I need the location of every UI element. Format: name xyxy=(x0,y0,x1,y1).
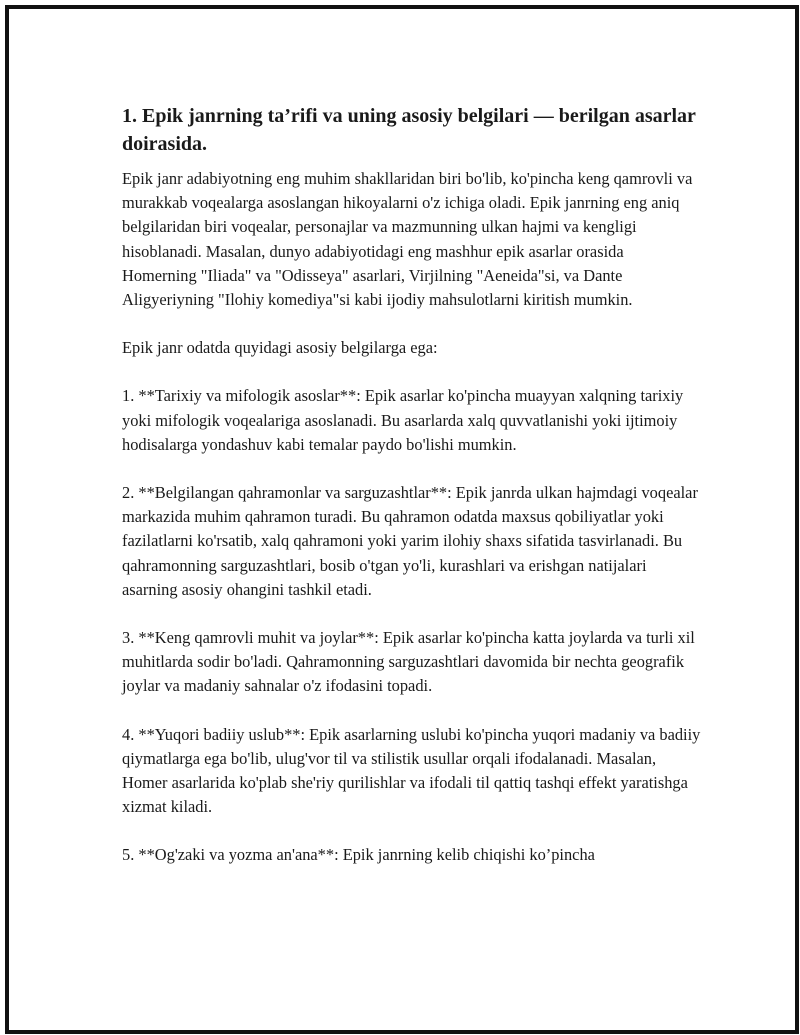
feature-item-1: 1. **Tarixiy va mifologik asoslar**: Epik asarlar ko'pincha muayyan xalqning tarixiy yoki mifologik voqealariga asoslanadi. Bu asarlarda xalq quvvatlanishi yoki ijtimoiy hodisalarga yondashuv kabi temalar paydo bo'lishi mumkin. xyxy=(122,386,684,454)
features-lead-paragraph: Epik janr odatda quyidagi asosiy belgilarga ega: xyxy=(122,338,438,358)
feature-item-4: 4. **Yuqori badiiy uslub**: Epik asarlarning uslubi ko'pincha yuqori madaniy va badiiy qiymatlarga ega bo'lib, ulug'vor til va stilistik usullar orqali ifodalanadi. Masalan, Homer asarlarida ko'plab she'riy qurilishlar va ifodali til qattiq tashqi effekt yaratishga xizmat kiladi. xyxy=(122,724,701,817)
document-heading: 1. Epik janrning ta’rifi va uning asosiy belgilari — berilgan asarlar doirasida. xyxy=(122,105,696,155)
page-frame xyxy=(5,5,799,1034)
feature-item-5: 5. **Og'zaki va yozma an'ana**: Epik janrning kelib chiqishi ko’pincha xyxy=(122,845,595,865)
intro-paragraph: Epik janr adabiyotning eng muhim shakllaridan biri bo'lib, ko'pincha keng qamrovli va murakkab voqealarga asoslangan hikoyalarni o'z ichiga oladi. Epik janrning eng aniq belgilaridan biri voqealar, personajlar va mazmunning ulkan hajmi va kengligi hisoblanadi. Masalan, dunyo adabiyotidagi eng mashhur epik asarlar orasida Homerning "Iliada" va "Odisseya" asarlari, Virjilning "Aeneida"si, va Dante Aligyeriyning "Ilohiy komediya"si kabi ijodiy mahsulotlarni kiritish mumkin. xyxy=(122,169,693,310)
feature-item-3: 3. **Keng qamrovli muhit va joylar**: Epik asarlar ko'pincha katta joylarda va turli xil muhitlarda sodir bo'ladi. Qahramonning sarguzashtlari davomida bir nechta geografik joylar va madaniy sahnalar o'z ifodasini topadi. xyxy=(122,628,695,696)
document-body xyxy=(122,102,702,892)
feature-item-2: 2. **Belgilangan qahramonlar va sarguzashtlar**: Epik janrda ulkan hajmdagi voqealar markazida muhim qahramon turadi. Bu qahramon odatda maxsus qobiliyatlar yoki fazilatlarni ko'rsatib, xalq qahramoni yoki yarim ilohiy shaxs sifatida tasvirlanadi. Bu qahramonning sarguzashtlari, bosib o'tgan yo'li, kurashlari va erishgan natijalari asarning asosiy ohangini tashkil etadi. xyxy=(122,483,698,599)
